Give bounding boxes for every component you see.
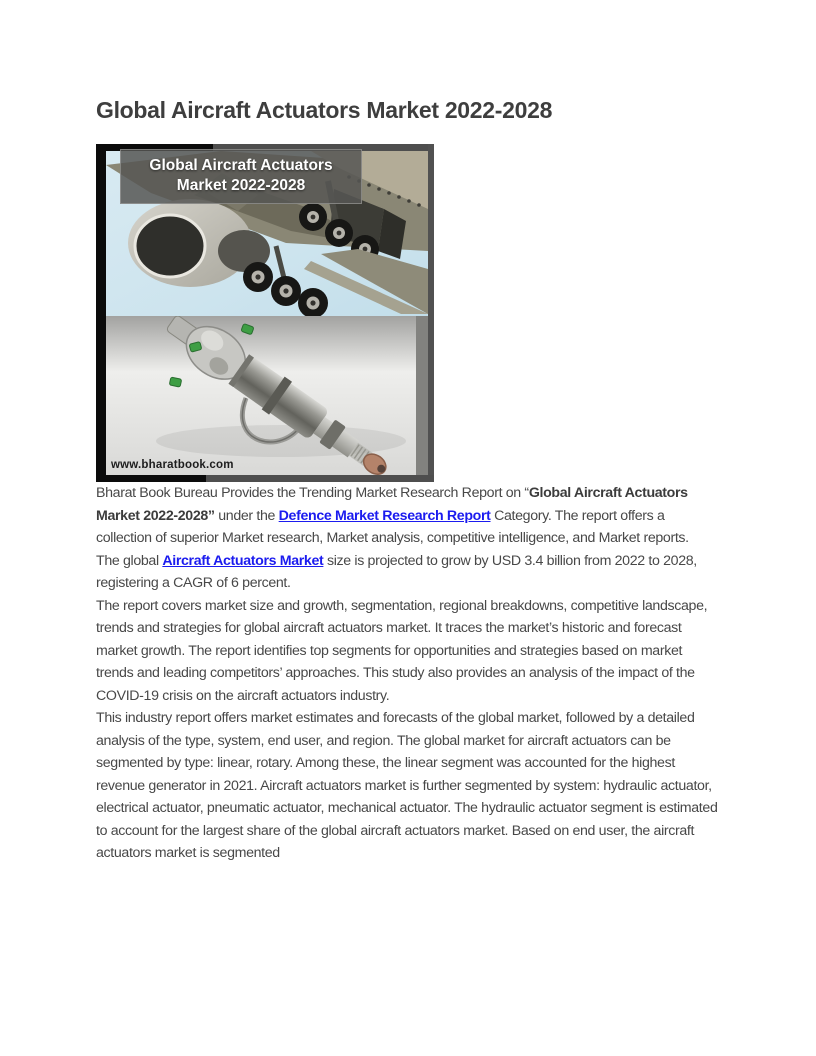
text-run: The global bbox=[96, 552, 163, 569]
cover-right-band bbox=[428, 144, 434, 482]
paragraph-report-coverage bbox=[96, 595, 722, 708]
cover-bottom-bar bbox=[206, 475, 434, 482]
report-cover-image bbox=[96, 144, 434, 482]
document-content bbox=[96, 0, 722, 865]
text-run: The report covers market size and growth, segmentation, regional breakdowns, competitive landscape, trends and strategies for global aircraft actuators market. It traces the market’s historic and forecast market growth. The report identifies top segments for opportunities and strategies based on market trends and leading competitors’ approaches. This study also provides an analysis of the impact of the COVID-19 crisis on the aircraft actuators industry. bbox=[96, 597, 708, 704]
text-run: size is projected to grow by USD 3.4 billion from 2022 to 2028, registering a CAGR of 6 percent. bbox=[96, 552, 697, 591]
cover-title-line2: Market 2022-2028 bbox=[176, 177, 306, 194]
bold-text-run: Global Aircraft Actuators Market 2022-2028” bbox=[96, 485, 688, 524]
cover-title-line1: Global Aircraft Actuators bbox=[149, 157, 333, 174]
watermark-url: www.bharatbook.com bbox=[111, 459, 234, 471]
paragraph-segmentation bbox=[96, 707, 722, 865]
actuator-photo-illustration bbox=[106, 316, 428, 475]
paragraph-intro bbox=[96, 482, 722, 550]
text-run: This industry report offers market estimates and forecasts of the global market, followed by a detailed analysis of the type, system, end user, and region. The global market for aircraft actuators can be segmented by type: linear, rotary. Among these, the linear segment was accounted for the highest revenue generator in 2021. Aircraft actuators market is further segmented by system: hydraulic actuator, electrical actuator, pneumatic actuator, mechanical actuator. The hydraulic actuator segment is estimated to account for the largest share of the global aircraft actuators market. Based on end user, the aircraft actuators market is segmented bbox=[96, 710, 718, 861]
aircraft-actuators-market-link[interactable]: Aircraft Actuators Market bbox=[162, 552, 324, 569]
text-run: under the bbox=[214, 507, 279, 524]
text-run: Category. The report offers a collection of superior Market research, Market analysis, competitive intelligence, and Market reports. bbox=[96, 507, 689, 546]
paragraph-market-size bbox=[96, 550, 722, 595]
page-title: Global Aircraft Actuators Market 2022-2028 bbox=[96, 97, 553, 123]
cover-title-overlay bbox=[120, 149, 362, 204]
defence-market-research-report-link[interactable]: Defence Market Research Report bbox=[278, 507, 491, 524]
text-run: Bharat Book Bureau Provides the Trending Market Research Report on “ bbox=[96, 485, 529, 501]
